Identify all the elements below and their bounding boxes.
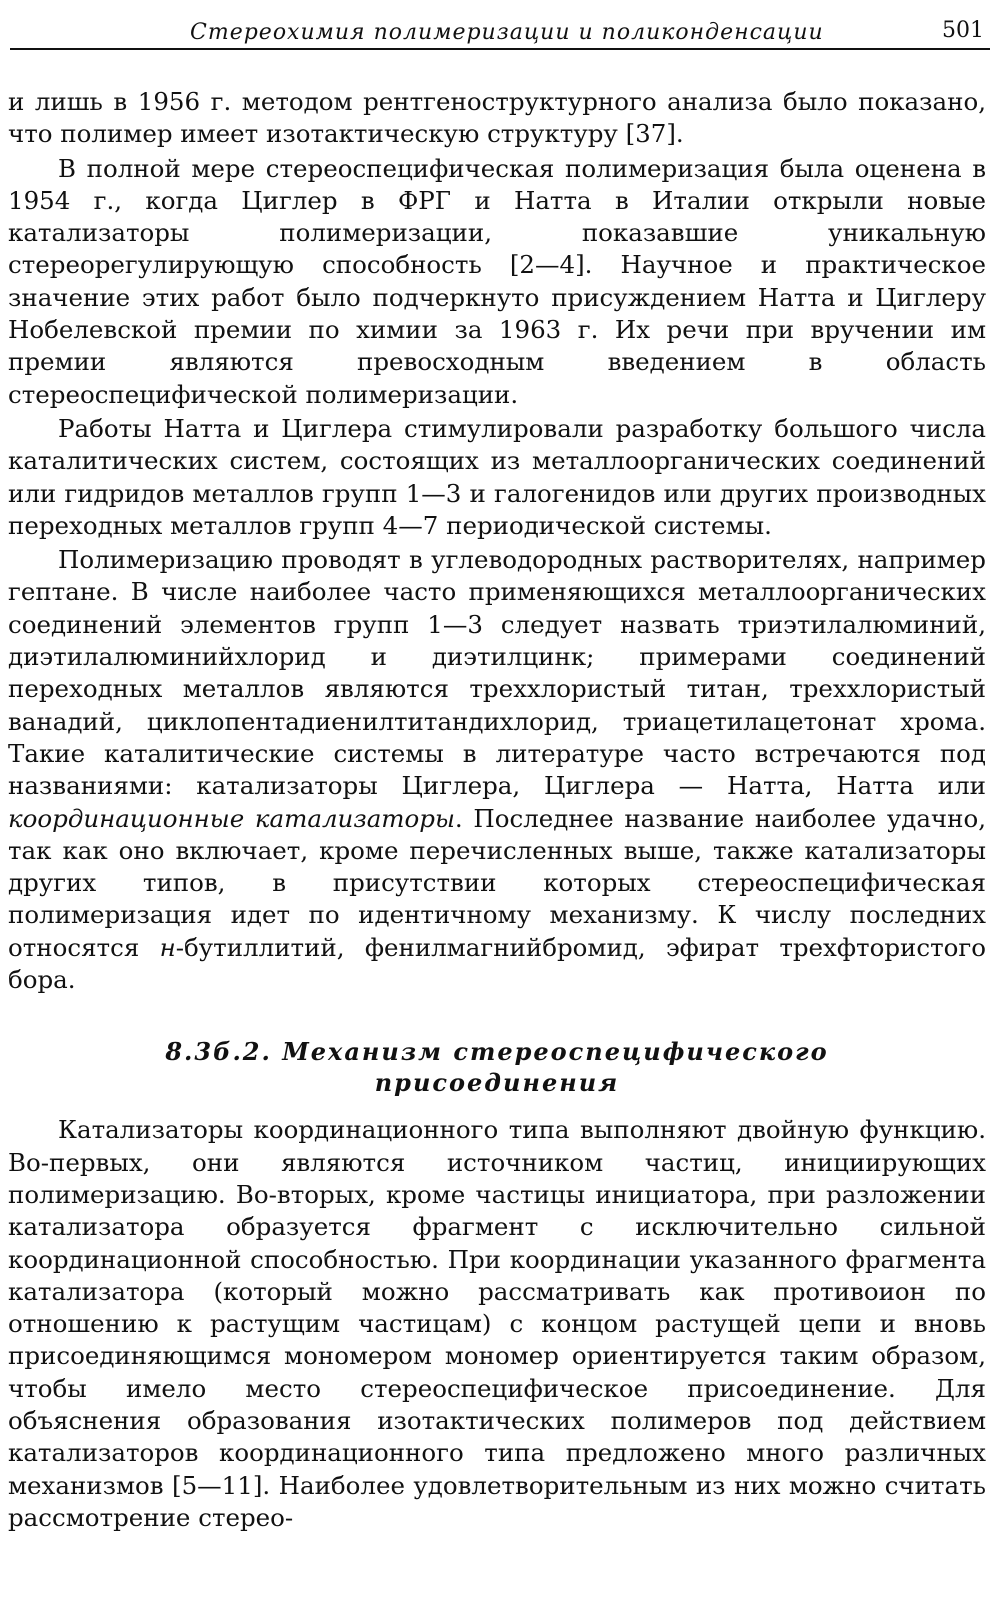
emphasized-term: координационные катализаторы [8, 803, 455, 833]
paragraph [8, 544, 986, 996]
running-title: Стереохимия полимеризации и поликонденсации [190, 20, 824, 45]
emphasized-prefix: н [159, 932, 176, 962]
body-text [8, 86, 986, 1536]
paragraph-text: . Последнее название наиболее удачно, так как оно включает, кроме перечисленных выше, также катализаторы других типов, в присутствии которых стереоспецифическая полимеризация идет по идентичному механизму. К числу последних относятся [8, 803, 986, 962]
running-header [10, 12, 990, 50]
section-heading-line: присоединения [374, 1068, 620, 1098]
page-number: 501 [942, 18, 984, 43]
section-heading-line: 8.3б.2. Механизм стереоспецифического [165, 1037, 829, 1067]
paragraph-text: -бутиллитий, фенилмагнийбромид, эфират трехфтористого бора. [8, 932, 986, 995]
paragraph-text: Полимеризацию проводят в углеводородных растворителях, например гептане. В числе наиболее часто применяющихся металлоорганических соединений элементов групп 1—3 следует назвать триэтилалюминий, диэтилалюминийхлорид и диэтилцинк; примерами соединений переходных металлов являются треххлористый титан, треххлористый ванадий, циклопентадиенилтитандихлорид, триацетилацетонат хрома. Такие каталитические системы в литературе часто встречаются под названиями: катализаторы Циглера, Циглера — Натта, Натта или [8, 545, 986, 801]
paragraph-continued: и лишь в 1956 г. методом рентгеноструктурного анализа было показано, что полимер имеет изотактическую структуру [37]. [8, 87, 986, 149]
paragraph: В полной мере стереоспецифическая полимеризация была оценена в 1954 г., когда Циглер в ФРГ и Натта в Италии открыли новые катализаторы полимеризации, показавшие уникальную стереорегулирующую способность [2—4]. Научное и практическое значение этих работ было подчеркнуто присуждением Натта и Циглеру Нобелевской премии по химии за 1963 г. Их речи при вручении им премии являются превосходным введением в область стереоспецифической полимеризации. [8, 153, 986, 409]
paragraph: Катализаторы координационного типа выполняют двойную функцию. Во-первых, они являются источником частиц, инициирующих полимеризацию. Во-вторых, кроме частицы инициатора, при разложении катализатора образуется фрагмент с исключительно сильной координационной способностью. При координации указанного фрагмента катализатора (который можно рассматривать как противоион по отношению к растущим частицам) с концом растущей цепи и вновь присоединяющимся мономером мономер ориентируется таким образом, чтобы имело место стереоспецифическое присоединение. Для объяснения образования изотактических полимеров под действием катализаторов координационного типа предложено много различных механизмов [5—11]. Наиболее удовлетворительным из них можно считать рассмотрение стерео- [8, 1115, 986, 1532]
section-heading [8, 1036, 986, 1098]
paragraph: Работы Натта и Циглера стимулировали разработку большого числа каталитических систем, состоящих из металлоорганических соединений или гидридов металлов групп 1—3 и галогенидов или других производных переходных металлов групп 4—7 периодической системы. [8, 413, 986, 540]
